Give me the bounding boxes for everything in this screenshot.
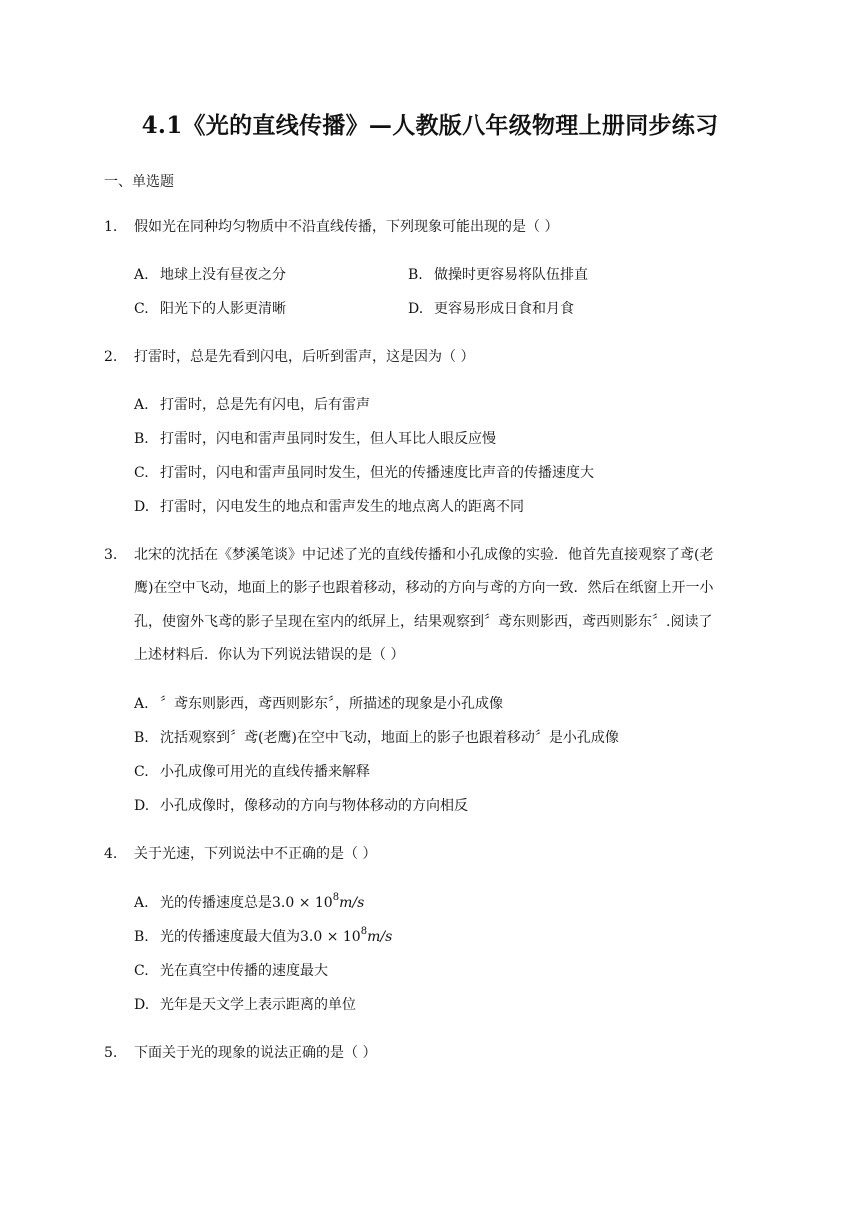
- question-number: 4.: [104, 846, 118, 862]
- option-text: 地球上没有昼夜之分: [160, 267, 286, 283]
- math-speed: $3.0 \times 10^8m/s$: [300, 926, 393, 945]
- option-text: 做操时更容易将队伍排直: [434, 267, 588, 283]
- option-text: 沈括观察到〞鸢(老鹰)在空中飞动，地面上的影子也跟着移动〞是小孔成像: [160, 730, 619, 746]
- option-1b: B. 做操时更容易将队伍排直: [408, 267, 588, 283]
- question-1: [104, 215, 558, 239]
- option-text: 打雷时，闪电发生的地点和雷声发生的地点离人的距离不同: [160, 499, 524, 515]
- question-3: [104, 543, 713, 567]
- section-heading: 一、单选题: [104, 174, 174, 190]
- question-number: 3.: [104, 547, 118, 563]
- option-4b: B. 光的传播速度最大值为$3.0 \times 10^8m/s$: [134, 926, 393, 945]
- option-text: 光的传播速度最大值为: [160, 929, 300, 945]
- option-text: 打雷时，闪电和雷声虽同时发生，但光的传播速度比声音的传播速度大: [160, 465, 594, 481]
- option-text: 小孔成像可用光的直线传播来解释: [160, 764, 370, 780]
- document-title: 4.1《光的直线传播》—人教版八年级物理上册同步练习: [141, 112, 719, 139]
- option-text: 小孔成像时，像移动的方向与物体移动的方向相反: [160, 798, 468, 814]
- math-speed: $3.0 \times 10^8m/s$: [272, 892, 365, 911]
- option-3d: D. 小孔成像时，像移动的方向与物体移动的方向相反: [134, 798, 468, 814]
- option-1c: C. 阳光下的人影更清晰: [134, 301, 286, 317]
- question-text: 打雷时，总是先看到闪电，后听到雷声，这是因为（ ）: [134, 349, 475, 365]
- question-text-line: 孔，使窗外飞鸢的影子呈现在室内的纸屏上，结果观察到〞鸢东则影西，鸢西则影东〞.阅读了: [134, 614, 713, 630]
- option-1d: D. 更容易形成日食和月食: [408, 301, 574, 317]
- option-3b: B. 沈括观察到〞鸢(老鹰)在空中飞动，地面上的影子也跟着移动〞是小孔成像: [134, 730, 619, 746]
- option-4d: D. 光年是天文学上表示距离的单位: [134, 997, 356, 1013]
- question-text: 北宋的沈括在《梦溪笔谈》中记述了光的直线传播和小孔成像的实验．他首先直接观察了鸢(老: [134, 547, 714, 563]
- question-number: 5.: [104, 1045, 118, 1061]
- question-text: 下面关于光的现象的说法正确的是（ ）: [134, 1045, 377, 1061]
- question-text-line: 上述材料后．你认为下列说法错误的是（ ）: [134, 647, 405, 663]
- option-text: 光在真空中传播的速度最大: [160, 963, 328, 979]
- option-text: 打雷时，总是先有闪电，后有雷声: [160, 397, 370, 413]
- question-5: [104, 1041, 376, 1065]
- option-text: 阳光下的人影更清晰: [160, 301, 286, 317]
- option-2a: A. 打雷时，总是先有闪电，后有雷声: [134, 397, 370, 413]
- option-2c: C. 打雷时，闪电和雷声虽同时发生，但光的传播速度比声音的传播速度大: [134, 465, 594, 481]
- option-3c: C. 小孔成像可用光的直线传播来解释: [134, 764, 370, 780]
- question-4: [104, 842, 376, 866]
- option-2d: D. 打雷时，闪电发生的地点和雷声发生的地点离人的距离不同: [134, 499, 524, 515]
- option-4c: C. 光在真空中传播的速度最大: [134, 963, 328, 979]
- option-text: 打雷时，闪电和雷声虽同时发生，但人耳比人眼反应慢: [160, 431, 496, 447]
- question-number: 2.: [104, 349, 118, 365]
- option-1a: A. 地球上没有昼夜之分: [134, 267, 286, 283]
- option-text: 光年是天文学上表示距离的单位: [160, 997, 356, 1013]
- question-text: 关于光速，下列说法中不正确的是（ ）: [134, 846, 377, 862]
- option-4a: A. 光的传播速度总是$3.0 \times 10^8m/s$: [134, 892, 365, 911]
- option-text: 光的传播速度总是: [160, 895, 272, 911]
- option-text: 更容易形成日食和月食: [434, 301, 574, 317]
- option-2b: B. 打雷时，闪电和雷声虽同时发生，但人耳比人眼反应慢: [134, 431, 496, 447]
- question-text: 假如光在同种均匀物质中不沿直线传播，下列现象可能出现的是（ ）: [134, 219, 559, 235]
- option-text: 〞鸢东则影西，鸢西则影东〞，所描述的现象是小孔成像: [160, 696, 503, 712]
- option-3a: A. 〞鸢东则影西，鸢西则影东〞，所描述的现象是小孔成像: [134, 696, 503, 712]
- question-text-line: 鹰)在空中飞动，地面上的影子也跟着移动，移动的方向与鸢的方向一致．然后在纸窗上开一小: [134, 580, 714, 596]
- question-number: 1.: [104, 219, 118, 235]
- question-2: [104, 345, 474, 369]
